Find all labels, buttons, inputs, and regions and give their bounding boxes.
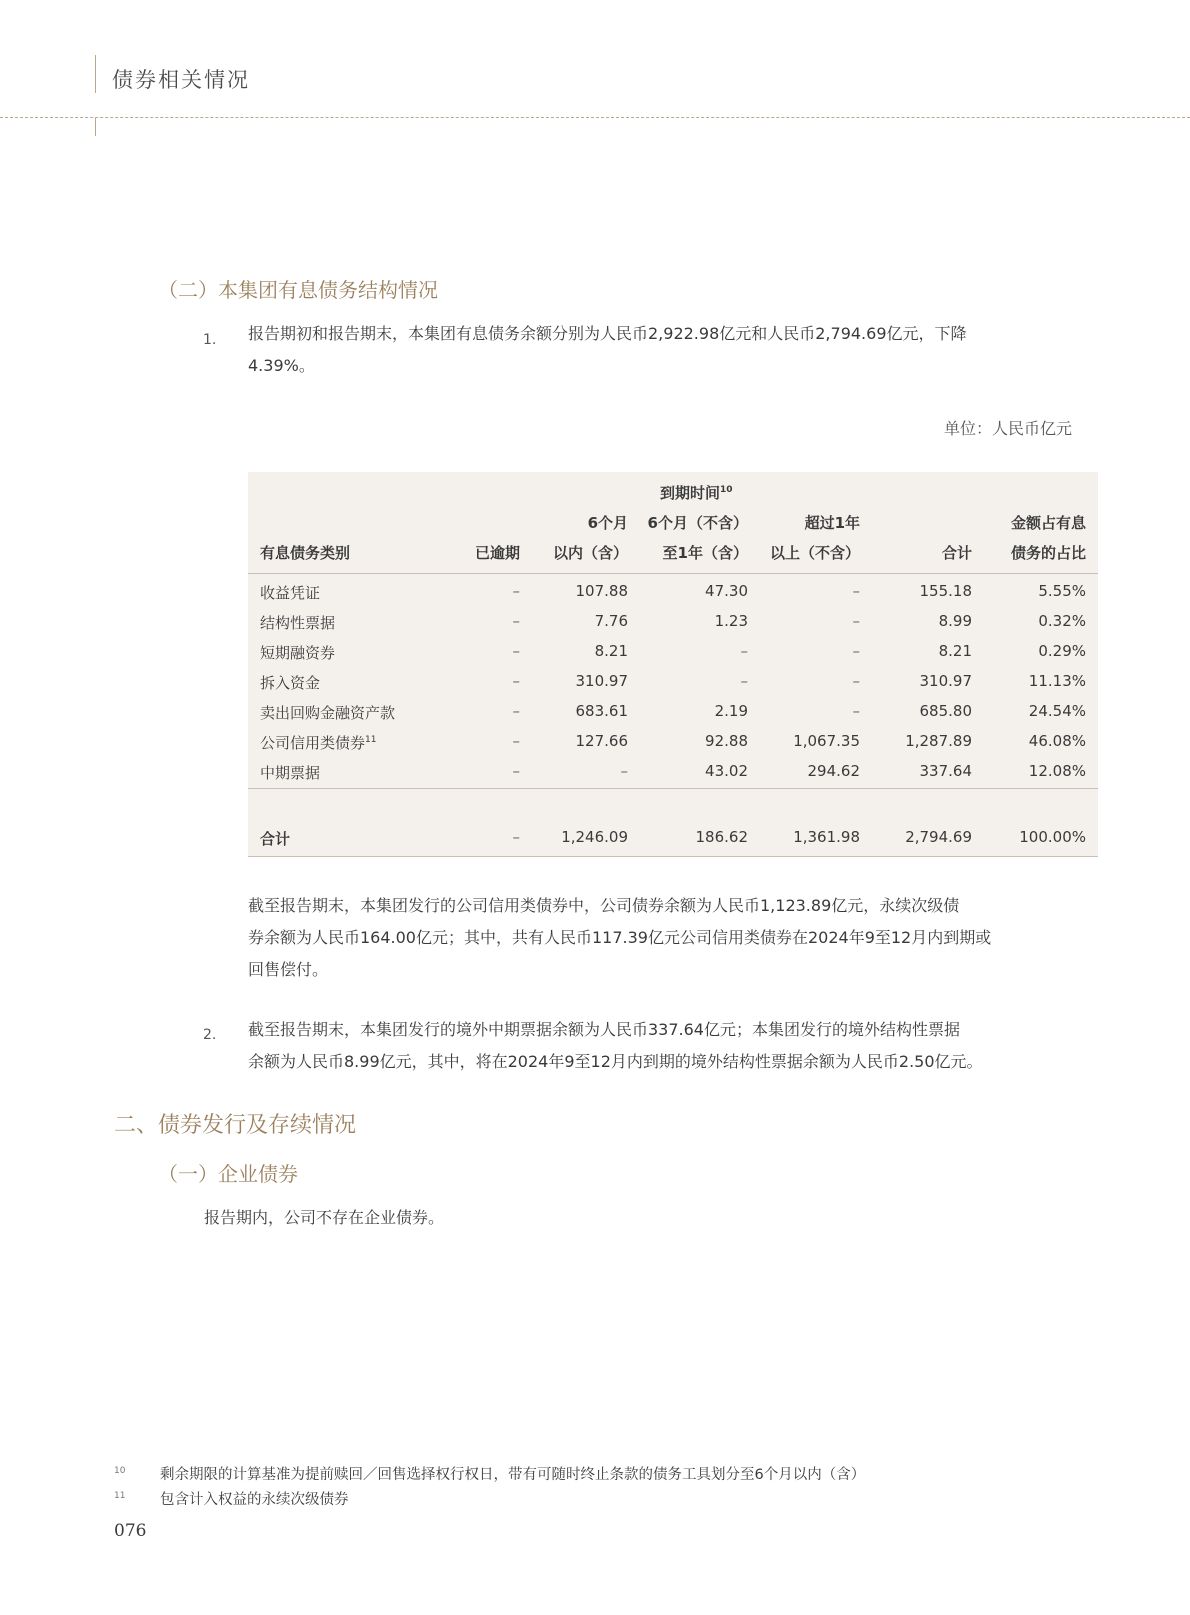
table-cell-ratio: 11.13% <box>1028 672 1086 690</box>
table-row-category: 收益凭证 <box>260 584 321 602</box>
item-2-line-1: 截至报告期末，本集团发行的境外中期票据余额为人民币337.64亿元；本集团发行的境外结构性票据 <box>248 1020 960 1039</box>
total-ratio: 100.00% <box>1019 828 1086 846</box>
item-1-number: 1. <box>203 332 217 348</box>
table-cell-ratio: 24.54% <box>1028 702 1086 720</box>
table-cell-over1y: – <box>852 702 860 720</box>
footnote-11-number: 11 <box>114 1491 126 1501</box>
total-6m-1y: 186.62 <box>695 828 748 846</box>
section-heading-bond-issuance: 二、债券发行及存续情况 <box>114 1113 357 1138</box>
table-cell-within6: 107.88 <box>575 582 628 600</box>
table-cell-within6: 8.21 <box>594 642 628 660</box>
table-cell-ratio: 12.08% <box>1028 762 1086 780</box>
table-cell-total: 685.80 <box>919 702 972 720</box>
table-cell-total: 155.18 <box>919 582 972 600</box>
col-header-ratio-l1: 金额占有息 <box>1010 514 1086 532</box>
col-header-total: 合计 <box>941 544 972 562</box>
total-row-label: 合计 <box>260 830 291 848</box>
table-cell-total: 310.97 <box>919 672 972 690</box>
credit-bond-line-1: 截至报告期末，本集团发行的公司信用类债券中，公司债券余额为人民币1,123.89亿元，永续次级债 <box>248 896 960 915</box>
table-cell-overdue: – <box>512 582 520 600</box>
table-cell-within6: 683.61 <box>575 702 628 720</box>
table-cell-overdue: – <box>512 612 520 630</box>
table-cell-overdue: – <box>512 642 520 660</box>
table-bottom-rule <box>248 856 1098 857</box>
col-header-ratio-l2: 债务的占比 <box>1010 544 1086 562</box>
total-within6: 1,246.09 <box>561 828 628 846</box>
maturity-group-header: 到期时间$^{10}$ <box>660 484 733 502</box>
table-cell-over1y: – <box>852 672 860 690</box>
total-over1y: 1,361.98 <box>793 828 860 846</box>
item-1-line-1: 报告期初和报告期末，本集团有息债务余额分别为人民币2,922.98亿元和人民币2,794.69亿元，下降 <box>248 324 967 343</box>
total-overdue: – <box>512 828 520 846</box>
table-row-category: 中期票据 <box>260 764 321 782</box>
header-tick-top <box>95 55 96 93</box>
table-cell-over1y: 1,067.35 <box>793 732 860 750</box>
debt-structure-table <box>248 472 1098 857</box>
footnote-11-text: 包含计入权益的永续次级债券 <box>160 1492 349 1508</box>
table-row-category: 公司信用类债券$^{11}$ <box>260 734 377 752</box>
table-row-category: 拆入资金 <box>260 674 321 692</box>
page-number: 076 <box>114 1521 147 1541</box>
table-cell-m6to1y: 47.30 <box>705 582 748 600</box>
col-header-6m-1y-l1: 6个月（不含） <box>647 514 748 532</box>
page-header-title: 债券相关情况 <box>112 68 250 92</box>
subsection-heading-enterprise-bonds: （一）企业债券 <box>158 1162 298 1186</box>
footnote-10-text: 剩余期限的计算基准为提前赎回／回售选择权行权日，带有可随时终止条款的债务工具划分至6个月以内（含） <box>160 1467 866 1483</box>
footnote-10-number: 10 <box>114 1466 126 1476</box>
header-divider <box>0 117 1190 118</box>
item-2-line-2: 余额为人民币8.99亿元，其中，将在2024年9至12月内到期的境外结构性票据余额为人民币2.50亿元。 <box>248 1052 983 1071</box>
table-cell-within6: 310.97 <box>575 672 628 690</box>
table-cell-total: 8.99 <box>938 612 972 630</box>
table-cell-ratio: 0.32% <box>1038 612 1086 630</box>
table-row-category: 短期融资券 <box>260 644 336 662</box>
header-rule <box>248 573 1098 574</box>
table-cell-over1y: – <box>852 612 860 630</box>
table-cell-ratio: 46.08% <box>1028 732 1086 750</box>
unit-label: 单位：人民币亿元 <box>943 419 1072 438</box>
section-title: （二）本集团有息债务结构情况 <box>158 278 438 302</box>
table-cell-over1y: – <box>852 582 860 600</box>
table-cell-total: 337.64 <box>919 762 972 780</box>
item-2-number: 2. <box>203 1027 217 1043</box>
table-cell-over1y: – <box>852 642 860 660</box>
col-header-over1y-l1: 超过1年 <box>804 514 860 532</box>
table-cell-m6to1y: 1.23 <box>714 612 748 630</box>
table-cell-m6to1y: – <box>740 672 748 690</box>
credit-bond-line-3: 回售偿付。 <box>248 960 329 979</box>
table-cell-m6to1y: 92.88 <box>705 732 748 750</box>
header-tick-bottom <box>95 118 96 136</box>
col-header-overdue: 已逾期 <box>474 544 520 562</box>
col-header-category: 有息债务类别 <box>260 544 351 562</box>
table-cell-m6to1y: – <box>740 642 748 660</box>
col-header-over1y-l2: 以上（不含） <box>769 544 860 562</box>
table-cell-overdue: – <box>512 702 520 720</box>
table-cell-ratio: 0.29% <box>1038 642 1086 660</box>
table-cell-m6to1y: 43.02 <box>705 762 748 780</box>
credit-bond-line-2: 券余额为人民币164.00亿元；其中，共有人民币117.39亿元公司信用类债券在2024年9至12月内到期或 <box>248 928 992 947</box>
table-cell-within6: – <box>620 762 628 780</box>
table-cell-within6: 127.66 <box>575 732 628 750</box>
item-1-line-2: 4.39%。 <box>248 356 315 375</box>
table-row-category: 卖出回购金融资产款 <box>260 704 396 722</box>
enterprise-bond-text: 报告期内，公司不存在企业债券。 <box>204 1208 445 1227</box>
col-header-within6-l1: 6个月 <box>587 514 628 532</box>
subtotal-rule <box>248 788 1098 789</box>
table-cell-overdue: – <box>512 732 520 750</box>
table-cell-overdue: – <box>512 672 520 690</box>
table-cell-m6to1y: 2.19 <box>714 702 748 720</box>
col-header-6m-1y-l2: 至1年（含） <box>662 544 748 562</box>
table-cell-within6: 7.76 <box>594 612 628 630</box>
table-cell-over1y: 294.62 <box>807 762 860 780</box>
table-cell-total: 8.21 <box>938 642 972 660</box>
table-row-category: 结构性票据 <box>260 614 336 632</box>
table-cell-total: 1,287.89 <box>905 732 972 750</box>
total-total: 2,794.69 <box>905 828 972 846</box>
table-cell-ratio: 5.55% <box>1038 582 1086 600</box>
table-cell-overdue: – <box>512 762 520 780</box>
col-header-within6-l2: 以内（含） <box>552 544 628 562</box>
